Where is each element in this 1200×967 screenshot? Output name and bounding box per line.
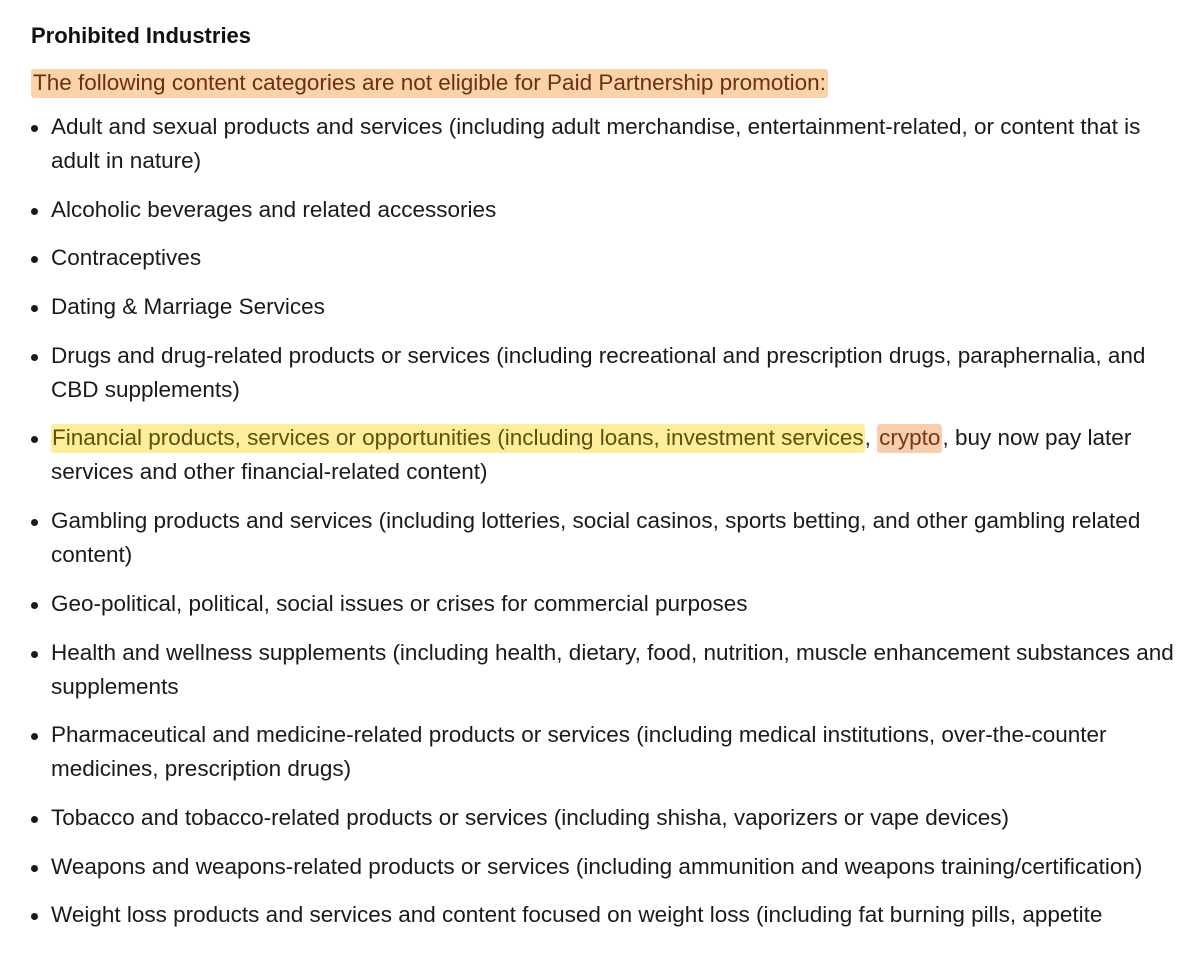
prohibited-list — [31, 110, 1191, 932]
list-item-gambling: Gambling products and services (including lotteries, social casinos, sports betting, and other gambling related content) — [31, 504, 1191, 572]
list-item-contraceptives: Contraceptives — [31, 241, 1191, 275]
bullet-icon — [31, 256, 38, 263]
financial-comma: , — [864, 425, 871, 451]
list-item-tobacco: Tobacco and tobacco-related products or services (including shisha, vaporizers or vape devices) — [31, 801, 1191, 835]
crypto-highlight: crypto — [877, 424, 942, 453]
bullet-icon — [31, 519, 38, 526]
bullet-icon — [31, 865, 38, 872]
financial-highlight: Financial products, services or opportunities (including loans, investment services — [51, 424, 865, 453]
bullet-icon — [31, 816, 38, 823]
bullet-icon — [31, 436, 38, 443]
bullet-icon — [31, 651, 38, 658]
list-item-weapons: Weapons and weapons-related products or services (including ammunition and weapons training/certification) — [31, 850, 1191, 884]
list-item-weight-loss: Weight loss products and services and content focused on weight loss (including fat burning pills, appetite — [31, 898, 1191, 932]
list-item-financial — [31, 421, 1191, 489]
list-item-alcohol: Alcoholic beverages and related accessories — [31, 193, 1191, 227]
list-item-political: Geo-political, political, social issues or crises for commercial purposes — [31, 587, 1191, 621]
document — [31, 20, 1191, 947]
bullet-icon — [31, 733, 38, 740]
bullet-icon — [31, 602, 38, 609]
financial-rest: , buy now pay later services and other financial-related content) — [51, 425, 1132, 485]
bullet-icon — [31, 354, 38, 361]
list-item-adult: Adult and sexual products and services (including adult merchandise, entertainment-related, or content that is adult in nature) — [31, 110, 1191, 178]
intro-highlight: The following content categories are not eligible for Paid Partnership promotion: — [31, 69, 828, 98]
bullet-icon — [31, 305, 38, 312]
bullet-icon — [31, 913, 38, 920]
list-item-supplements: Health and wellness supplements (including health, dietary, food, nutrition, muscle enhancement substances and supplements — [31, 636, 1191, 704]
bullet-icon — [31, 125, 38, 132]
list-item-drugs: Drugs and drug-related products or services (including recreational and prescription drugs, paraphernalia, and CBD supplements) — [31, 339, 1191, 407]
list-item-dating: Dating & Marriage Services — [31, 290, 1191, 324]
list-item-pharmaceutical: Pharmaceutical and medicine-related products or services (including medical institutions, over-the-counter medicines, prescription drugs) — [31, 718, 1191, 786]
section-heading: Prohibited Industries — [31, 23, 252, 48]
intro-paragraph — [31, 66, 1191, 100]
bullet-icon — [31, 208, 38, 215]
